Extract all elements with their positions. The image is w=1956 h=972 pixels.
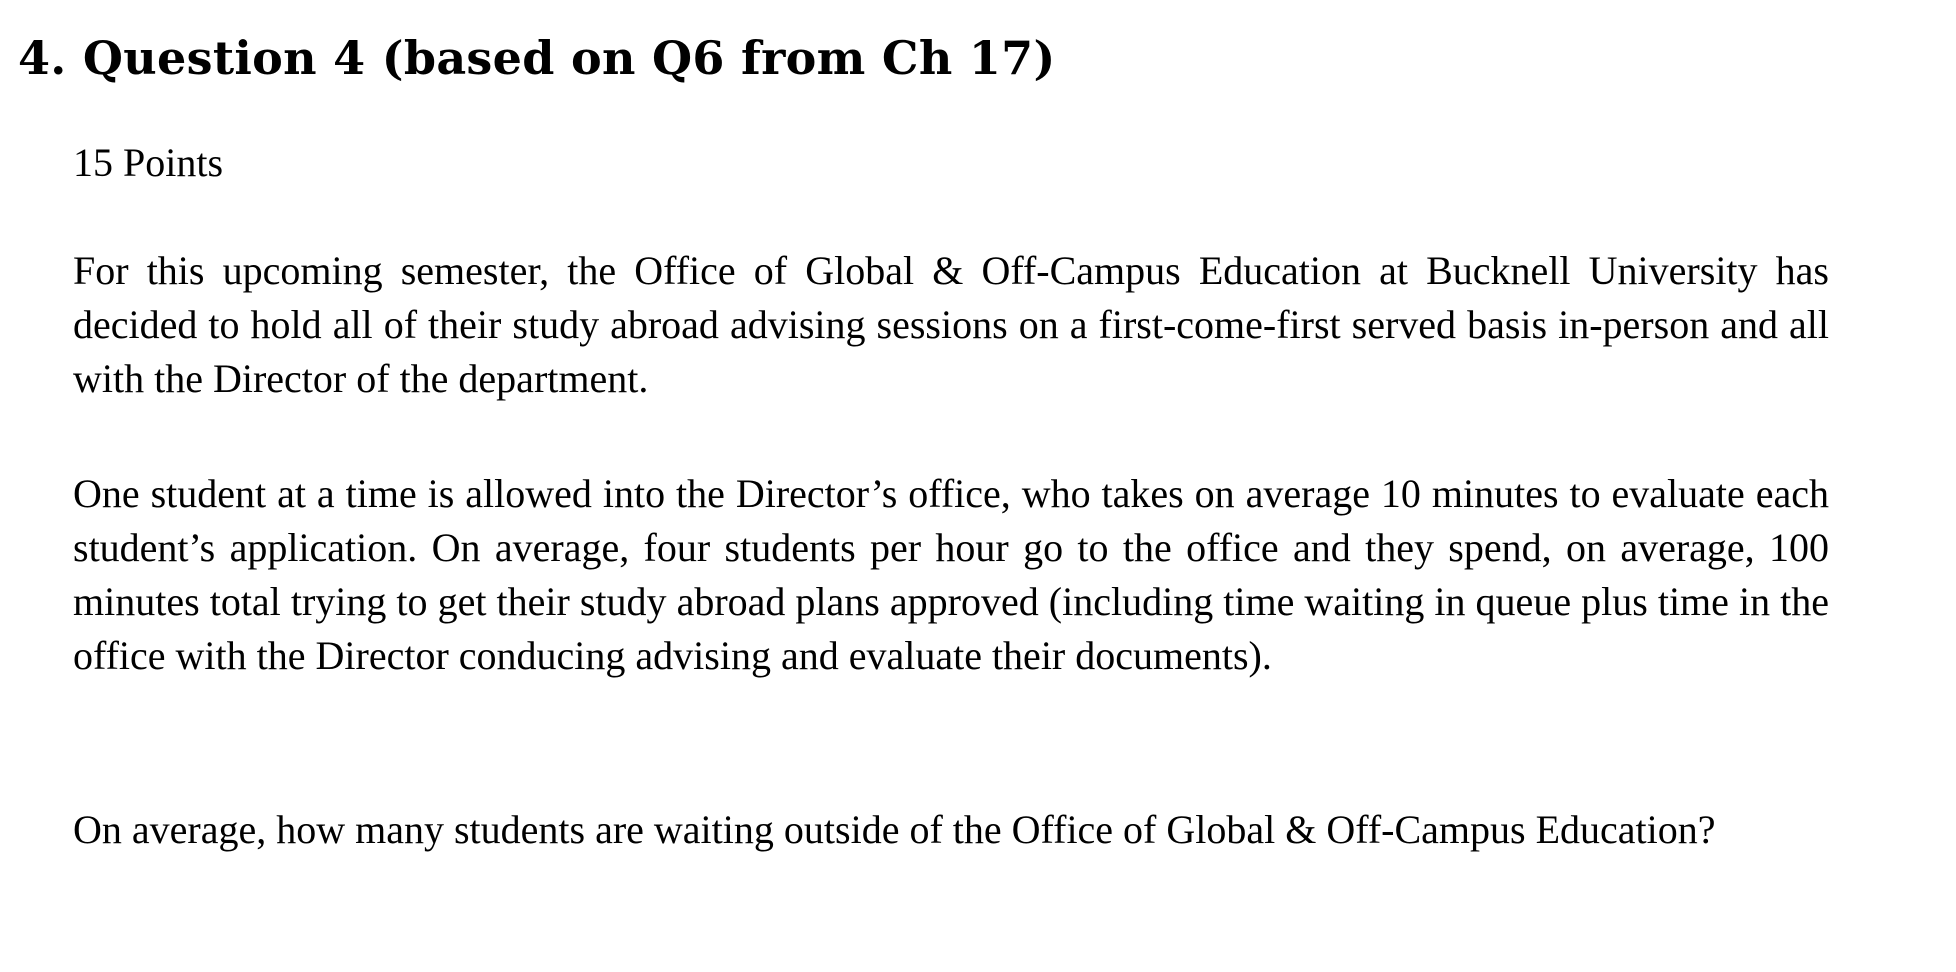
question-paragraph-context: For this upcoming semester, the Office of Global & Off-Campus Education at Bucknell University has decided to hold all of their study abroad advising sessions on a first-come-first served basis in-person and all with the Director of the department.	[73, 248, 1829, 401]
question-paragraph-details: One student at a time is allowed into the Director’s office, who takes on average 10 minutes to evaluate each student’s application. On average, four students per hour go to the office and they spend, on average, 100 minutes total trying to get their study abroad plans approved (including time waiting in queue plus time in the office with the Director conducing advising and evaluate their documents).	[73, 471, 1829, 678]
question-prompt: On average, how many students are waiting outside of the Office of Global & Off-Campus Education?	[73, 807, 1716, 852]
question-title: 4. Question 4 (based on Q6 from Ch 17)	[18, 31, 1056, 85]
points-label: 15 Points	[73, 140, 224, 185]
